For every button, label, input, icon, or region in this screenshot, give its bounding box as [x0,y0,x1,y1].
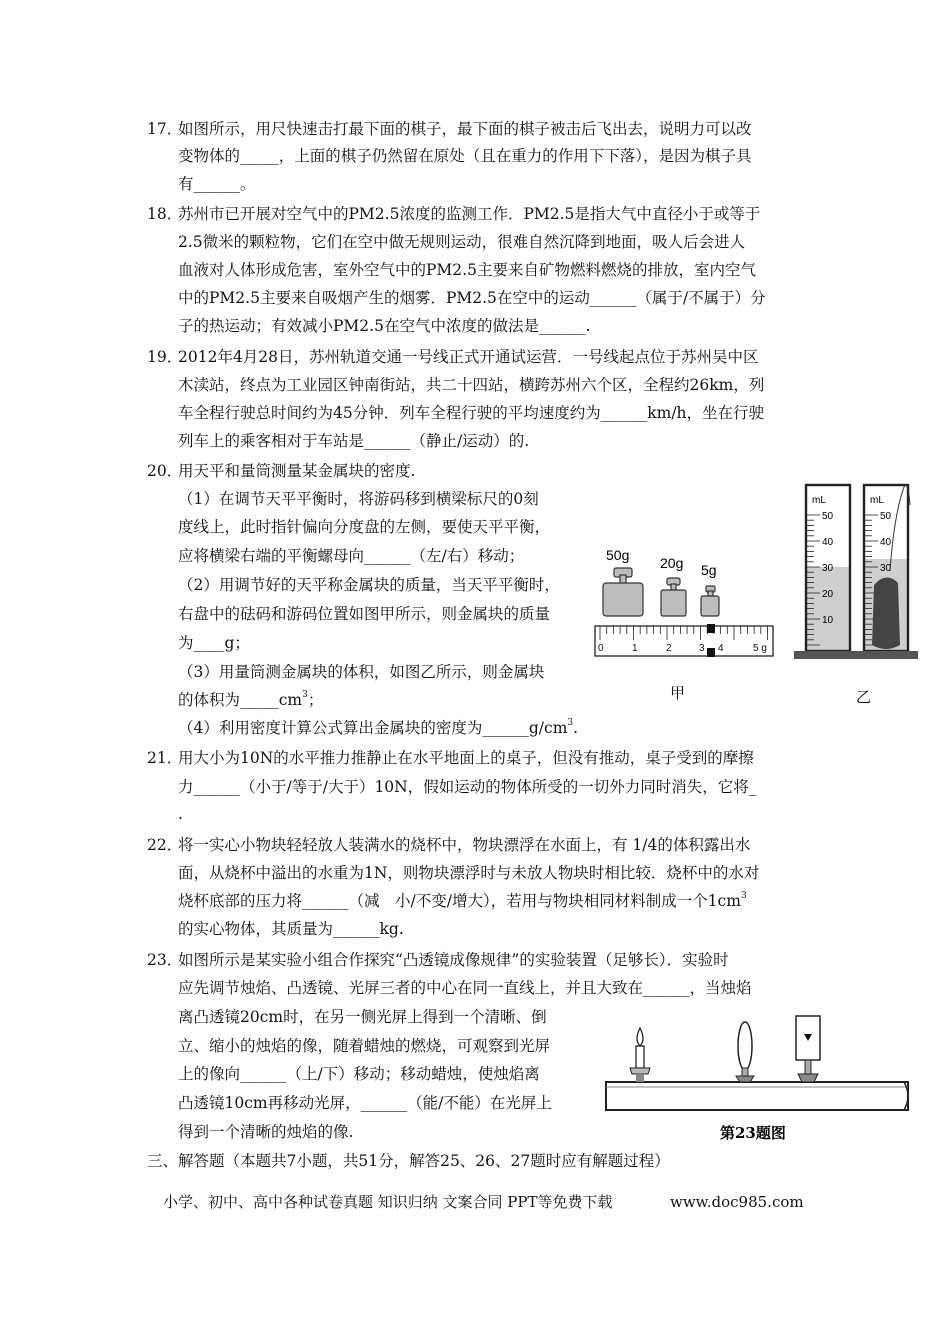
weight-20g-icon [661,578,686,616]
question-text-line: 为____g； [178,634,250,652]
figure-caption: 第23题图 [720,1124,786,1142]
weight-5g-label: 5g [701,562,717,578]
ruler-icon [595,624,773,657]
question-text-line: 列车上的乘客相对于车站是______（静止/运动）的. [178,432,530,450]
cylinder-tick-label: 40 [880,537,892,548]
footer-text: 小学、初中、高中各种试卷真题 知识归纳 文案合同 PPT等免费下载 [163,1193,613,1211]
rider-marker [707,624,715,633]
question-text-line: 木渎站，终点为工业园区钟南街站，共二十四站，横跨苏州六个区，全程约26km，列 [178,376,765,394]
weight-20g-label: 20g [660,555,684,571]
cylinder-tick-label: 50 [822,511,834,522]
cylinder-tick-label: 30 [822,563,834,574]
question-text-line: （4）利用密度计算公式算出金属块的密度为$\_\_\_\_\_\_g/cm^3$. [178,718,579,737]
question-text-line: （2）用调节好的天平称金属块的质量，当天平平衡时， [178,576,560,594]
question-text-line: 力______（小于/等于/大于）10N，假如运动的物体所受的一切外力同时消失，它将_ [178,778,757,796]
question-text-line: 离凸透镜20cm时，在另一侧光屏上得到一个清晰、倒 [178,1008,547,1026]
cylinder-left-icon [794,485,860,659]
question-text-line: 2.5微米的颗粒物，它们在空中做无规则运动，很难自然沉降到地面，吸人后会进人 [178,233,746,251]
question-text-line: 凸透镜10cm再移动光屏，______（能/不能）在光屏上 [178,1094,552,1112]
figure-label-yi: 乙 [856,689,872,705]
weight-50g-icon [603,568,643,616]
weight-5g-icon [701,586,719,616]
ruler-tick-label: 1 [632,643,638,654]
cylinder-tick-label: 20 [822,589,834,600]
question-text-line: 的实心物体，其质量为______kg. [178,920,404,938]
question-text-line: 得到一个清晰的烛焰的像. [178,1123,354,1141]
ruler-tick-label: 5 g [753,643,767,654]
figure-label-jia: 甲 [670,685,686,702]
cylinder-unit-label: mL [870,495,884,506]
question-text-line: 中的PM2.5主要来自吸烟产生的烟雾．PM2.5在空中的运动______（属于/不属于）分 [178,289,766,307]
question-number: 22． [147,836,183,854]
cylinder-tick-label: 30 [880,563,892,574]
question-text-line: 将一实心小物块轻轻放人装满水的烧杯中，物块漂浮在水面上，有 1/4的体积露出水 [178,836,751,854]
section-heading: 三、解答题（本题共7小题，共51分，解答25、26、27题时应有解题过程） [147,1152,670,1170]
cylinder-tick-label: 40 [822,537,834,548]
cylinder-tick-label: 10 [822,615,834,626]
metal-block-icon [872,577,900,649]
light-screen-icon [796,1016,820,1082]
question-text-line: 右盘中的砝码和游码位置如图甲所示，则金属块的质量 [178,605,551,623]
question-text-line: 有______。 [178,175,256,193]
question-number: 23． [147,951,183,969]
question-text-line: 血液对人体形成危害，室外空气中的PM2.5主要来自矿物燃料燃烧的排放，室内空气 [178,261,756,279]
ruler-tick-label: 0 [598,643,604,654]
question-text-line: 应先调节烛焰、凸透镜、光屏三者的中心在同一直线上，并且大致在______，当烛焰 [178,979,752,997]
bench-rail-icon [606,1082,908,1110]
question-number: 21． [147,749,183,767]
question-text-line: 2012年4月28日，苏州轨道交通一号线正式开通试运营．一号线起点位于苏州吴中区 [178,348,759,366]
question-text-line: 如图所示是某实验小组合作探究“凸透镜成像规律”的实验装置（足够长）．实验时 [178,951,729,969]
question-text-line: 变物体的_____，上面的棋子仍然留在原处（且在重力的作用下下落），是因为棋子具 [178,147,752,165]
question-text-line: 如图所示，用尺快速击打最下面的棋子，最下面的棋子被击后飞出去，说明力可以改 [178,120,752,138]
question-text-line: 车全程行驶总时间约为45分钟．列车全程行驶的平均速度约为______km/h，坐在行驶 [178,404,765,422]
ruler-tick-label: 2 [666,643,672,654]
footer-link[interactable]: www.doc985.com [670,1193,804,1211]
balance-weights-figure [590,540,780,705]
cylinder-tick-label: 50 [880,511,892,522]
optical-bench-figure [600,1010,920,1145]
question-text-line: （1）在调节天平平衡时，将游码移到横梁标尺的0刻 [178,490,539,508]
graduated-cylinders-figure [790,475,930,705]
ruler-tick-label: 4 [718,643,724,654]
question-number: 20． [147,462,183,480]
question-title: 用天平和量筒测量某金属块的密度. [178,462,416,480]
weight-50g-label: 50g [606,547,630,563]
question-text-line: 面，从烧杯中溢出的水重为1N，则物块漂浮时与未放人物块时相比较．烧杯中的水对 [178,864,760,882]
question-text-line: 苏州市已开展对空气中的PM2.5浓度的监测工作．PM2.5是指大气中直径小于或等于 [178,205,761,223]
question-text-line: . [178,805,183,823]
question-text-line: 烧杯底部的压力将______（减 小/不变/增大），若用与物块相同材料制成一个$1cm^3$ [178,891,747,910]
candle-icon [630,1028,650,1082]
cylinder-unit-label: mL [812,495,826,506]
question-number: 17． [147,120,183,138]
question-text-line: 子的热运动；有效减小PM2.5在空气中浓度的做法是______. [178,317,591,335]
question-text-line: （3）用量筒测金属块的体积，如图乙所示，则金属块 [178,663,545,681]
question-text-line: 上的像向______（上/下）移动；移动蜡烛，使烛焰离 [178,1065,540,1083]
question-text-line: 用大小为10N的水平推力推静止在水平地面上的桌子，但没有推动，桌子受到的摩擦 [178,749,754,767]
question-text-line: 立、缩小的烛焰的像，随着蜡烛的燃烧，可观察到光屏 [178,1037,551,1055]
question-text-line: 应将横梁右端的平衡螺母向______（左/右）移动； [178,547,525,565]
convex-lens-icon [736,1022,754,1082]
question-text-line: 的体积为$\_\_\_\_\_cm^3$； [178,690,324,709]
question-text-line: 度线上，此时指针偏向分度盘的左侧，要使天平平衡， [178,518,551,536]
ruler-tick-label: 3 [699,643,705,654]
question-number: 19． [147,348,183,366]
cylinder-right-icon [852,485,918,659]
question-number: 18． [147,205,183,223]
